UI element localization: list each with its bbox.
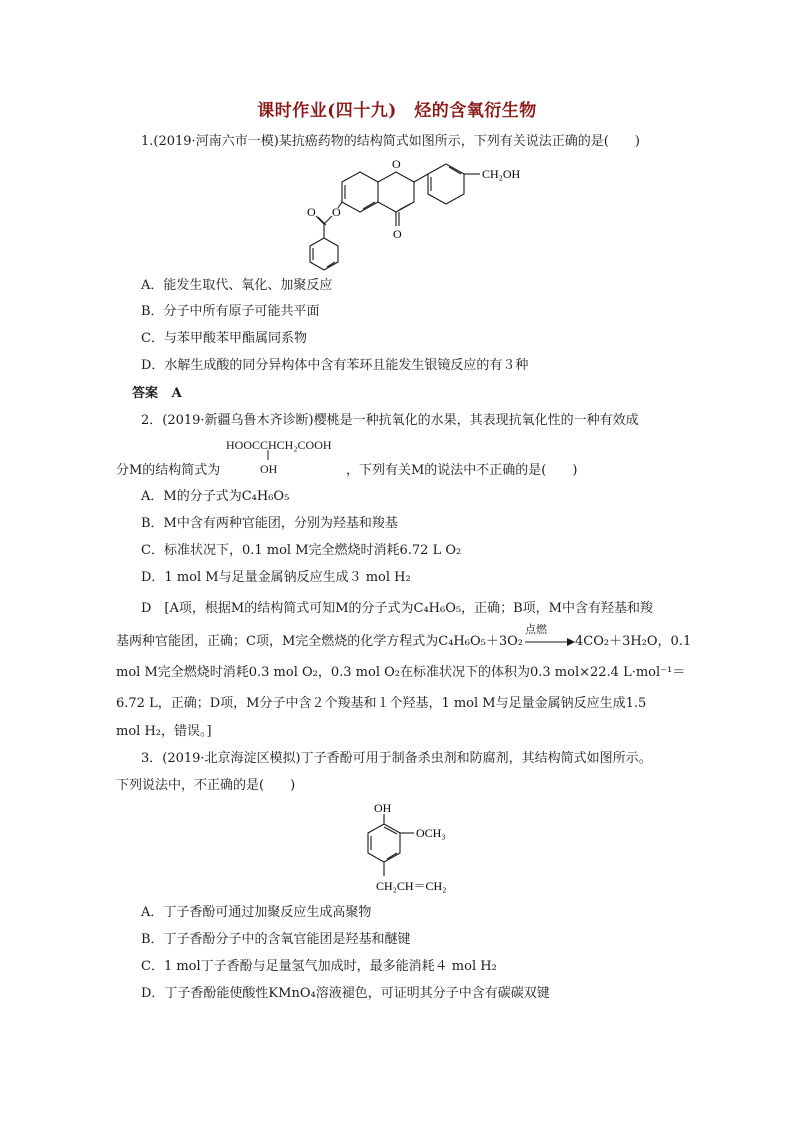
q2-stem-line2-pre: 分M的结构简式为 — [116, 463, 221, 478]
q3-option-a: A．丁子香酚可通过加聚反应生成高聚物 — [141, 905, 372, 920]
q2-explain-line5: mol H₂，错误。] — [116, 724, 212, 739]
q2-explain-line2-tail: 4CO₂＋3H₂O，0.1 — [574, 634, 692, 649]
q2-explain-line3: mol M完全燃烧时消耗0.3 mol O₂，0.3 mol O₂在标准状况下的体积为0.3 mol×22.4 L·mol⁻¹＝ — [116, 665, 686, 680]
q1-answer — [132, 385, 182, 403]
q2-reaction-arrow — [523, 622, 575, 649]
q1-option-c: C．与苯甲酸苯甲酯属同系物 — [141, 331, 307, 346]
q2-option-c: C．标准状况下，0.1 mol M完全燃烧时消耗6.72 L O₂ — [141, 543, 462, 558]
q2-explain-line2-text: 基两种官能团，正确；C项，M完全燃烧的化学方程式为C₄H₆O₅＋3O₂ — [116, 634, 523, 649]
q1-ring-oxygen: O — [392, 157, 401, 171]
q2-explain-line1: D [A项，根据M的结构简式可知M的分子式为C₄H₆O₅，正确；B项，M中含有羟基和羧 — [141, 601, 653, 616]
q3-side-chain-label: CH₂CH＝CH₂ — [376, 879, 447, 893]
q1-ester-oxygen-2: O — [307, 205, 316, 219]
q1-answer-label: 答案 — [132, 386, 159, 401]
q2-explain-line4: 6.72 L，正确；D项，M分子中含２个羧基和１个羟基，1 mol M与足量金属钠反应生成1.5 — [116, 696, 647, 711]
q3-stem-line1: 3．(2019·北京海淀区模拟)丁子香酚可用于制备杀虫剂和防腐剂，其结构简式如图所示。 — [141, 751, 652, 766]
q2-formula-oh: OH — [260, 462, 278, 476]
q1-ch2oh-label: CH₂OH — [482, 167, 521, 181]
q1-stem: 1.(2019·河南六市一模)某抗癌药物的结构简式如图所示，下列有关说法正确的是( ) — [141, 134, 640, 149]
q2-formula-top: HOOCCHCH₂COOH — [226, 438, 332, 452]
q3-molecule-structure — [362, 800, 492, 900]
q3-option-d: D．丁子香酚能使酸性KMnO₄溶液褪色，可证明其分子中含有碳碳双键 — [141, 986, 550, 1001]
page-title: 课时作业(四十九) 烃的含氧衍生物 — [257, 101, 537, 121]
q2-explain-line2 — [116, 622, 692, 651]
q1-molecule-structure — [300, 152, 550, 274]
q1-answer-value: A — [171, 386, 182, 401]
q2-option-d: D．1 mol M与足量金属钠反应生成３ mol H₂ — [141, 570, 411, 585]
q3-option-b: B．丁子香酚分子中的含氧官能团是羟基和醚键 — [141, 932, 411, 947]
q2-option-a: A．M的分子式为C₄H₆O₅ — [141, 489, 290, 504]
q2-option-b: B．M中含有两种官能团，分别为羟基和羧基 — [141, 516, 398, 531]
q2-arrow-label: 点燃 — [524, 622, 547, 636]
q1-option-a: A．能发生取代、氧化、加聚反应 — [141, 278, 333, 293]
q1-ester-oxygen-1: O — [332, 205, 341, 219]
q2-stem-line2-post: ，下列有关M的说法中不正确的是( ) — [346, 463, 578, 478]
q2-stem-line1: 2．(2019·新疆乌鲁木齐诊断)樱桃是一种抗氧化的水果，其表现抗氧化性的一种有效成 — [141, 413, 639, 428]
q3-stem-line2: 下列说法中，不正确的是( ) — [116, 778, 296, 793]
q3-oh-label: OH — [374, 801, 392, 815]
q1-ketone-oxygen: O — [393, 227, 402, 241]
q3-och3-label: OCH₃ — [416, 826, 446, 840]
q1-option-d: D．水解生成酸的同分异构体中含有苯环且能发生银镜反应的有３种 — [141, 358, 529, 373]
q3-option-c: C．1 mol丁子香酚与足量氢气加成时，最多能消耗４ mol H₂ — [141, 959, 497, 974]
q1-option-b: B．分子中所有原子可能共平面 — [141, 304, 320, 319]
